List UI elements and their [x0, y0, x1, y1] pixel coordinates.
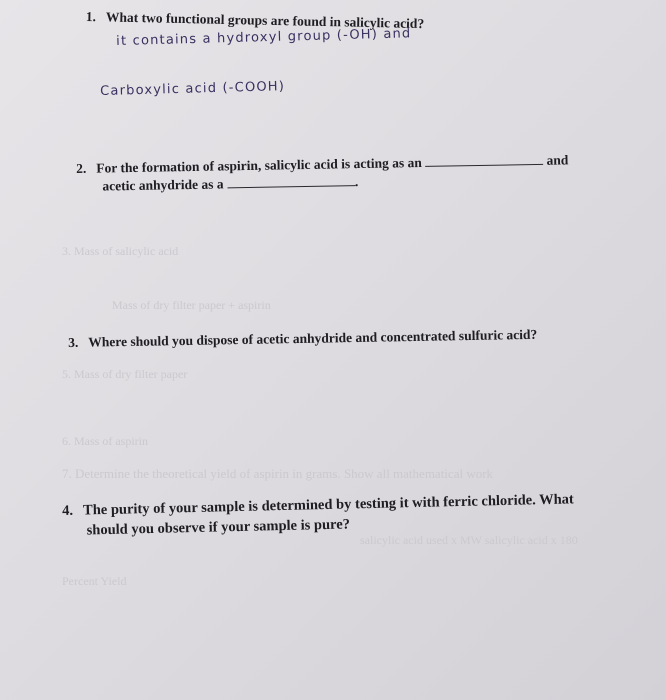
question-number: 3. — [68, 334, 79, 350]
question-3 — [68, 326, 537, 352]
bleed-through-text: 6. Mass of aspirin — [62, 434, 148, 448]
question-text: What two functional groups are found in salicylic acid? — [105, 9, 425, 32]
question-number: 1. — [85, 8, 97, 25]
bleed-through-text: 3. Mass of salicylic acid — [62, 244, 179, 258]
question-text: acetic anhydride as a — [102, 176, 224, 194]
question-text: and — [546, 152, 569, 168]
bleed-through-text: Mass of dry filter paper + aspirin — [112, 298, 271, 312]
question-2 — [76, 151, 569, 196]
answer-blank[interactable] — [227, 173, 355, 188]
question-text: should you observe if your sample is pure? — [86, 516, 351, 539]
handwritten-answer-line-2: Carboxylic acid (-COOH) — [100, 79, 286, 99]
answer-blank[interactable] — [425, 152, 543, 167]
bleed-through-text: 7. Determine the theoretical yield of aspirin in grams. Show all mathematical work — [62, 466, 494, 481]
bleed-through-text: salicylic acid used x MW salicylic acid x 180 — [360, 533, 578, 547]
question-text: For the formation of aspirin, salicylic acid is acting as an — [96, 154, 422, 176]
handwritten-answer-line-1: it contains a hydroxyl group (-OH) and — [116, 26, 412, 49]
question-number: 2. — [76, 160, 87, 176]
question-text: Where should you dispose of acetic anhydride and concentrated sulfuric acid? — [88, 326, 538, 350]
question-text: The purity of your sample is determined by testing it with ferric chloride. What — [82, 491, 574, 519]
bleed-through-text: 5. Mass of dry filter paper — [62, 367, 188, 381]
end-punctuation: . — [354, 174, 359, 190]
bleed-through-text: Percent Yield — [62, 574, 127, 588]
question-number: 4. — [62, 502, 74, 519]
